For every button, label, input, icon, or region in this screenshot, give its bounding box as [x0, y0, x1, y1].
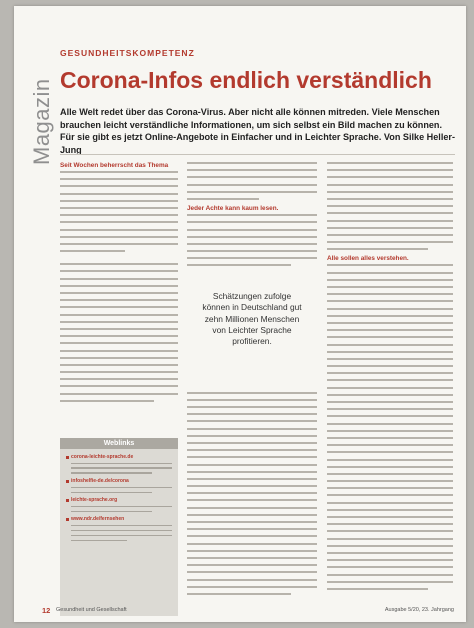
body-text-line: [60, 378, 178, 380]
body-text-line: [60, 229, 178, 231]
weblink-label: corona-leichte-sprache.de: [71, 454, 134, 460]
weblink-item: [66, 497, 172, 512]
body-text-line: [60, 321, 178, 323]
body-text-line: [187, 478, 317, 480]
body-text-line: [187, 428, 317, 430]
body-text-line: [187, 229, 317, 231]
body-text-line: [187, 449, 317, 451]
body-text-line: [327, 379, 453, 381]
body-text-line: [60, 207, 178, 209]
page-footer: [42, 606, 454, 616]
weblink[interactable]: [66, 497, 172, 504]
body-text-line: [327, 473, 453, 475]
body-text-line: [187, 257, 317, 259]
weblink[interactable]: [66, 478, 172, 485]
body-text-line: [187, 456, 317, 458]
body-text-line: [60, 243, 178, 245]
weblink-label: www.ndr.de/fernsehen: [71, 516, 125, 523]
body-text-line: [187, 442, 317, 444]
body-text-line: [327, 545, 453, 547]
body-text-line: [327, 552, 453, 554]
body-text-line: [327, 241, 453, 243]
body-text-line: [60, 364, 178, 366]
body-text-line: [187, 514, 317, 516]
body-text-line: [60, 350, 178, 352]
divider: [60, 154, 455, 155]
body-text-line: [60, 200, 178, 202]
weblink-item: [66, 478, 172, 493]
weblink-item: [66, 454, 172, 474]
body-text-line: [187, 243, 317, 245]
body-column-3: [327, 162, 453, 595]
body-text-line: [327, 308, 453, 310]
body-text-line: [327, 437, 453, 439]
body-text-line: [60, 371, 178, 373]
weblink[interactable]: [66, 516, 172, 523]
body-text-line: [71, 472, 152, 474]
body-text-line: [327, 344, 453, 346]
body-text-line: [187, 221, 317, 223]
body-text-line: [60, 385, 178, 387]
body-text-line: [187, 191, 317, 193]
body-text-line: [327, 300, 453, 302]
body-column-2: [187, 162, 317, 600]
body-text-line: [60, 193, 178, 195]
weblink-label: leichte-sprache.org: [71, 497, 118, 504]
body-text-line: [187, 535, 317, 537]
magazine-name: Gesundheit und Gesellschaft: [56, 607, 127, 613]
body-text-line: [327, 502, 453, 504]
headline: Corona-Infos endlich verständlich: [60, 67, 432, 93]
body-text-line: [327, 494, 453, 496]
body-text-line: [327, 394, 453, 396]
bullet-icon: [66, 499, 69, 502]
body-text-line: [327, 248, 428, 250]
body-text-line: [71, 530, 172, 532]
body-text-line: [327, 212, 453, 214]
body-text-line: [60, 299, 178, 301]
weblinks-title: Weblinks: [60, 438, 178, 449]
bullet-icon: [66, 518, 69, 521]
bullet-icon: [66, 456, 69, 459]
weblinks-box: [60, 438, 178, 616]
weblink[interactable]: [66, 454, 172, 461]
body-text-line: [60, 357, 178, 359]
body-text-line: [187, 579, 317, 581]
body-text-line: [187, 485, 317, 487]
body-text-line: [71, 487, 172, 489]
body-text-line: [327, 191, 453, 193]
body-text-line: [60, 178, 178, 180]
body-text-line: [327, 205, 453, 207]
body-text-line: [187, 528, 317, 530]
body-text-line: [327, 176, 453, 178]
body-text-line: [327, 401, 453, 403]
body-text-line: [327, 264, 453, 266]
body-text-line: [60, 306, 178, 308]
body-text-line: [71, 540, 127, 542]
body-text-line: [71, 535, 172, 537]
body-text-line: [71, 511, 152, 513]
body-text-line: [60, 270, 178, 272]
body-text-line: [71, 492, 152, 494]
body-text-line: [327, 574, 453, 576]
body-text-line: [187, 399, 317, 401]
body-text-line: [327, 286, 453, 288]
issue-info: Ausgabe 5/20, 23. Jahrgang: [384, 607, 454, 613]
bullet-icon: [66, 480, 69, 483]
body-text-line: [60, 278, 178, 280]
body-text-line: [187, 250, 317, 252]
body-text-line: [187, 176, 317, 178]
body-text-line: [187, 420, 317, 422]
body-text-line: [187, 214, 317, 216]
body-text-line: [327, 466, 453, 468]
body-text-line: [327, 509, 453, 511]
body-text-line: [327, 279, 453, 281]
body-text-line: [187, 550, 317, 552]
body-text-line: [60, 171, 178, 173]
body-text-line: [327, 234, 453, 236]
pull-quote: Schätzungen zufolge können in Deutschland gut zehn Millionen Menschen von Leichter Sprache profitieren.: [202, 291, 302, 347]
body-text-line: [187, 198, 259, 200]
body-text-line: [327, 169, 453, 171]
body-text-line: [60, 314, 178, 316]
body-text-line: [327, 198, 453, 200]
magazine-page: [14, 6, 466, 622]
body-text-line: [327, 581, 453, 583]
body-text-line: [71, 506, 172, 508]
body-text-line: [187, 435, 317, 437]
page-number: 12: [42, 606, 51, 615]
body-text-line: [60, 214, 178, 216]
body-text-line: [327, 459, 453, 461]
body-text-line: [327, 272, 453, 274]
body-text-line: [60, 236, 178, 238]
body-text-line: [327, 530, 453, 532]
body-text-line: [60, 393, 178, 395]
kicker: GESUNDHEITSKOMPETENZ: [60, 48, 195, 58]
body-text-line: [187, 557, 317, 559]
body-text-line: [187, 593, 291, 595]
weblink-label: infoshelfie-de.de/corona: [71, 478, 129, 485]
weblink-item: [66, 516, 172, 541]
body-text-line: [327, 430, 453, 432]
body-text-line: [60, 221, 178, 223]
body-text-line: [60, 250, 125, 252]
body-text-line: [327, 162, 453, 164]
body-text-line: [187, 507, 317, 509]
body-text-line: [187, 499, 317, 501]
body-text-line: [187, 264, 291, 266]
body-text-line: [327, 184, 453, 186]
body-text-line: [327, 444, 453, 446]
body-text-line: [327, 351, 453, 353]
body-text-line: [327, 415, 453, 417]
body-text-line: [327, 220, 453, 222]
weblinks-list: [60, 449, 178, 541]
body-text-line: [327, 538, 453, 540]
body-text-line: [327, 365, 453, 367]
body-text-line: [187, 564, 317, 566]
body-text-line: [60, 185, 178, 187]
body-text-line: [327, 408, 453, 410]
body-text-line: [327, 315, 453, 317]
body-text-line: [327, 372, 453, 374]
body-text-line: [187, 571, 317, 573]
body-text-line: [71, 463, 172, 465]
lead-paragraph: Alle Welt redet über das Corona-Virus. Aber nicht alle können mitreden. Viele Menschen brauchen leicht verständliche Informationen, um sich selbst ein Bild machen zu können. Für sie gibt es jetzt Online-Angebote in Einfacher und in Leichter Sprache. Von Silke Heller-Jung: [60, 107, 455, 155]
body-text-line: [187, 521, 317, 523]
body-text-line: [327, 423, 453, 425]
body-text-line: [60, 328, 178, 330]
body-text-line: [60, 292, 178, 294]
body-text-line: [187, 543, 317, 545]
body-text-line: [60, 335, 178, 337]
body-text-line: [187, 406, 317, 408]
body-text-line: [327, 566, 453, 568]
body-text-line: [327, 293, 453, 295]
body-text-line: [327, 487, 453, 489]
body-text-line: [327, 387, 453, 389]
body-text-line: [187, 413, 317, 415]
body-text-line: [187, 492, 317, 494]
body-text-line: [327, 227, 453, 229]
body-text-line: [187, 184, 317, 186]
body-text-line: [187, 169, 317, 171]
body-text-line: [327, 588, 428, 590]
body-text-line: [60, 285, 178, 287]
body-text-line: [60, 263, 178, 265]
body-text-line: [187, 464, 317, 466]
body-runin: Alle sollen alles verstehen.: [327, 255, 409, 263]
body-column-1: [60, 162, 178, 407]
body-text-line: [71, 467, 172, 469]
body-text-line: [327, 329, 453, 331]
body-text-line: [187, 236, 317, 238]
body-runin: Seit Wochen beherrscht das Thema: [60, 162, 169, 169]
body-text-line: [187, 586, 317, 588]
body-text-line: [327, 322, 453, 324]
body-text-line: [327, 358, 453, 360]
section-label: Magazin: [29, 78, 54, 165]
body-text-line: [187, 471, 317, 473]
body-text-line: [327, 559, 453, 561]
body-text-line: [187, 392, 317, 394]
body-text-line: [327, 336, 453, 338]
body-text-line: [60, 400, 154, 402]
body-runin: Jeder Achte kann kaum lesen.: [187, 205, 279, 213]
body-text-line: [187, 162, 317, 164]
body-text-line: [327, 516, 453, 518]
body-text-line: [327, 523, 453, 525]
body-text-line: [71, 525, 172, 527]
body-text-line: [327, 480, 453, 482]
body-text-line: [327, 451, 453, 453]
body-text-line: [60, 342, 178, 344]
